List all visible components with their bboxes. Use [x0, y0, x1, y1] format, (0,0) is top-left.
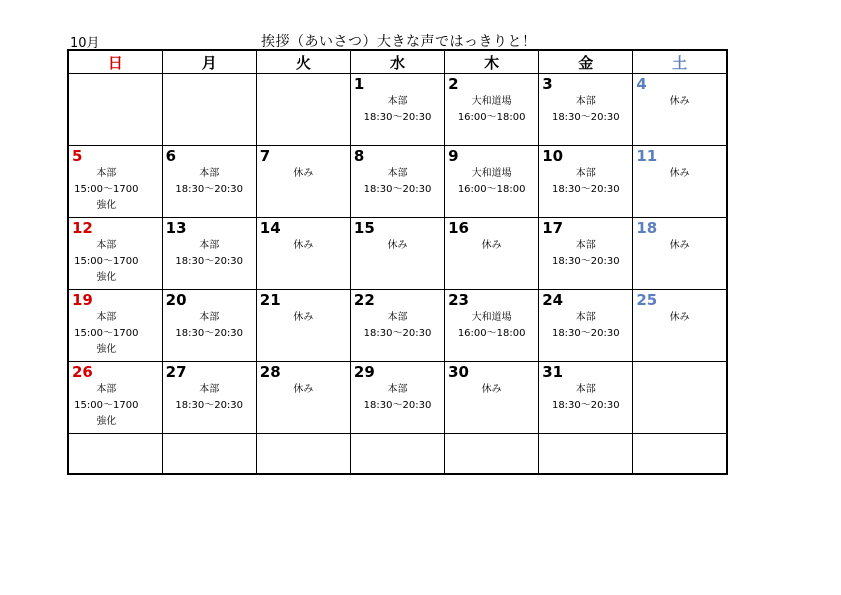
- schedule-line: 本部: [199, 240, 220, 251]
- schedule-line: 18:30〜20:30: [175, 184, 244, 195]
- schedule-line: 大和道場: [471, 312, 512, 323]
- day-cell: [256, 146, 350, 218]
- schedule-line: 本部: [199, 168, 220, 179]
- weekday-monday: 月: [162, 50, 256, 74]
- week-row: [68, 434, 727, 475]
- day-number: 13: [165, 219, 187, 237]
- weekday-header-row: [68, 50, 727, 74]
- schedule-line: 休み: [387, 240, 408, 251]
- day-number: 29: [353, 363, 375, 381]
- week-row: [68, 362, 727, 434]
- schedule-lines: [445, 310, 538, 342]
- week-row: [68, 146, 727, 218]
- schedule-lines: [445, 166, 538, 198]
- day-number: 8: [353, 147, 365, 165]
- week-row: [68, 290, 727, 362]
- day-cell: [633, 146, 727, 218]
- schedule-line: 本部: [575, 240, 596, 251]
- schedule-lines: [51, 238, 162, 286]
- schedule-line: 本部: [575, 384, 596, 395]
- schedule-line: 大和道場: [471, 168, 512, 179]
- schedule-lines: [351, 238, 444, 254]
- day-cell: [350, 218, 444, 290]
- day-cell: [68, 218, 162, 290]
- day-cell: [445, 290, 539, 362]
- day-number: 6: [165, 147, 177, 165]
- schedule-line: 18:30〜20:30: [363, 184, 432, 195]
- day-number: 2: [448, 75, 459, 93]
- schedule-line: 休み: [293, 168, 314, 179]
- week-row: [68, 74, 727, 146]
- schedule-line: 15:00〜1700: [74, 184, 139, 195]
- day-number: 27: [165, 363, 187, 381]
- day-cell: [445, 74, 539, 146]
- schedule-lines: [351, 166, 444, 198]
- schedule-line: 本部: [96, 168, 117, 179]
- day-cell: [539, 434, 633, 475]
- schedule-lines: [51, 310, 162, 358]
- day-number: 7: [259, 147, 271, 165]
- day-number: 5: [72, 147, 83, 165]
- day-cell: [162, 362, 256, 434]
- day-cell: [445, 362, 539, 434]
- schedule-lines: [257, 310, 350, 326]
- day-number: 17: [542, 219, 564, 237]
- schedule-line: 大和道場: [471, 96, 512, 107]
- schedule-line: 15:00〜1700: [74, 256, 139, 267]
- day-cell: [256, 434, 350, 475]
- schedule-lines: [633, 166, 726, 182]
- day-cell: [350, 434, 444, 475]
- day-cell: [445, 146, 539, 218]
- day-cell: [633, 218, 727, 290]
- day-cell: [539, 362, 633, 434]
- schedule-lines: [163, 238, 256, 270]
- day-cell: [256, 362, 350, 434]
- schedule-line: 本部: [96, 384, 117, 395]
- schedule-line: 本部: [575, 312, 596, 323]
- day-number: 11: [636, 147, 658, 165]
- schedule-lines: [445, 382, 538, 398]
- schedule-lines: [445, 94, 538, 126]
- schedule-line: 16:00〜18:00: [457, 328, 526, 339]
- schedule-line: 休み: [293, 312, 314, 323]
- schedule-line: 16:00〜18:00: [457, 184, 526, 195]
- day-cell: [162, 146, 256, 218]
- schedule-lines: [633, 94, 726, 110]
- day-cell: [350, 362, 444, 434]
- weekday-wednesday: 水: [350, 50, 444, 74]
- day-cell: [68, 146, 162, 218]
- schedule-lines: [445, 238, 538, 254]
- schedule-line: 本部: [387, 384, 408, 395]
- day-number: 16: [448, 219, 469, 237]
- schedule-line: 18:30〜20:30: [551, 328, 620, 339]
- day-cell: [539, 218, 633, 290]
- schedule-lines: [51, 382, 162, 430]
- schedule-line: 本部: [96, 312, 117, 323]
- schedule-line: 本部: [575, 96, 596, 107]
- day-number: 25: [636, 291, 658, 309]
- day-cell: [162, 218, 256, 290]
- schedule-lines: [257, 238, 350, 254]
- calendar-body: [68, 74, 727, 475]
- schedule-line: 18:30〜20:30: [175, 400, 244, 411]
- day-cell: [633, 434, 727, 475]
- day-cell: [445, 218, 539, 290]
- schedule-line: 15:00〜1700: [74, 400, 139, 411]
- day-number: 21: [259, 291, 281, 309]
- schedule-line: 強化: [96, 344, 117, 355]
- schedule-line: 休み: [669, 240, 690, 251]
- schedule-line: 強化: [96, 272, 117, 283]
- weekday-sunday: 日: [68, 50, 162, 74]
- day-cell: [256, 290, 350, 362]
- day-cell: [256, 218, 350, 290]
- day-number: 14: [259, 219, 281, 237]
- day-number: 18: [636, 219, 658, 237]
- schedule-lines: [539, 382, 632, 414]
- day-cell: [539, 74, 633, 146]
- schedule-line: 18:30〜20:30: [175, 328, 244, 339]
- day-number: 10: [542, 147, 564, 165]
- schedule-line: 強化: [96, 416, 117, 427]
- schedule-line: 休み: [669, 312, 690, 323]
- day-cell: [68, 74, 162, 146]
- day-number: 28: [259, 363, 281, 381]
- month-title: 10月: [70, 36, 100, 51]
- schedule-lines: [163, 382, 256, 414]
- schedule-line: 本部: [387, 168, 408, 179]
- day-number: 26: [72, 363, 93, 381]
- day-cell: [350, 146, 444, 218]
- day-cell: [350, 74, 444, 146]
- day-cell: [162, 290, 256, 362]
- day-cell: [350, 290, 444, 362]
- day-number: 22: [353, 291, 375, 309]
- day-cell: [68, 362, 162, 434]
- day-number: 12: [72, 219, 93, 237]
- day-number: 9: [448, 147, 459, 165]
- schedule-line: 18:30〜20:30: [551, 256, 620, 267]
- weekday-friday: 金: [539, 50, 633, 74]
- schedule-line: 本部: [575, 168, 596, 179]
- schedule-line: 休み: [669, 168, 690, 179]
- schedule-line: 18:30〜20:30: [363, 112, 432, 123]
- schedule-lines: [163, 166, 256, 198]
- schedule-line: 本部: [96, 240, 117, 251]
- schedule-line: 休み: [481, 240, 502, 251]
- schedule-line: 18:30〜20:30: [551, 400, 620, 411]
- schedule-line: 16:00〜18:00: [457, 112, 526, 123]
- schedule-lines: [539, 166, 632, 198]
- day-cell: [256, 74, 350, 146]
- day-number: 31: [542, 363, 564, 381]
- day-cell: [162, 74, 256, 146]
- schedule-lines: [633, 238, 726, 254]
- day-number: 30: [448, 363, 469, 381]
- day-cell: [539, 290, 633, 362]
- schedule-line: 18:30〜20:30: [363, 328, 432, 339]
- schedule-lines: [539, 310, 632, 342]
- day-cell: [633, 290, 727, 362]
- day-cell: [162, 434, 256, 475]
- schedule-line: 休み: [481, 384, 502, 395]
- schedule-lines: [539, 94, 632, 126]
- day-cell: [633, 74, 727, 146]
- day-cell: [539, 146, 633, 218]
- schedule-lines: [351, 382, 444, 414]
- schedule-line: 本部: [199, 384, 220, 395]
- schedule-lines: [633, 310, 726, 326]
- day-cell: [633, 362, 727, 434]
- day-number: 1: [353, 75, 365, 93]
- schedule-line: 15:00〜1700: [74, 328, 139, 339]
- schedule-line: 18:30〜20:30: [551, 184, 620, 195]
- day-cell: [445, 434, 539, 475]
- weekday-tuesday: 火: [256, 50, 350, 74]
- weekday-saturday: 土: [633, 50, 727, 74]
- day-cell: [68, 290, 162, 362]
- schedule-line: 本部: [387, 312, 408, 323]
- schedule-lines: [257, 166, 350, 182]
- schedule-line: 18:30〜20:30: [363, 400, 432, 411]
- calendar-table: [67, 49, 728, 475]
- schedule-lines: [257, 382, 350, 398]
- schedule-lines: [163, 310, 256, 342]
- schedule-line: 18:30〜20:30: [551, 112, 620, 123]
- schedule-line: 強化: [96, 200, 117, 211]
- day-number: 24: [542, 291, 564, 309]
- day-number: 23: [448, 291, 469, 309]
- day-cell: [68, 434, 162, 475]
- schedule-line: 休み: [293, 384, 314, 395]
- day-number: 15: [353, 219, 375, 237]
- schedule-lines: [51, 166, 162, 214]
- schedule-line: 本部: [387, 96, 408, 107]
- schedule-line: 18:30〜20:30: [175, 256, 244, 267]
- schedule-lines: [351, 94, 444, 126]
- day-number: 4: [636, 75, 647, 93]
- day-number: 3: [542, 75, 553, 93]
- day-number: 20: [165, 291, 187, 309]
- day-number: 19: [72, 291, 93, 309]
- schedule-line: 休み: [293, 240, 314, 251]
- week-row: [68, 218, 727, 290]
- schedule-lines: [351, 310, 444, 342]
- weekday-thursday: 木: [445, 50, 539, 74]
- schedule-line: 本部: [199, 312, 220, 323]
- schedule-line: 休み: [669, 96, 690, 107]
- slogan-text: 挨拶（あいさつ）大きな声ではっきりと！: [261, 34, 537, 50]
- schedule-lines: [539, 238, 632, 270]
